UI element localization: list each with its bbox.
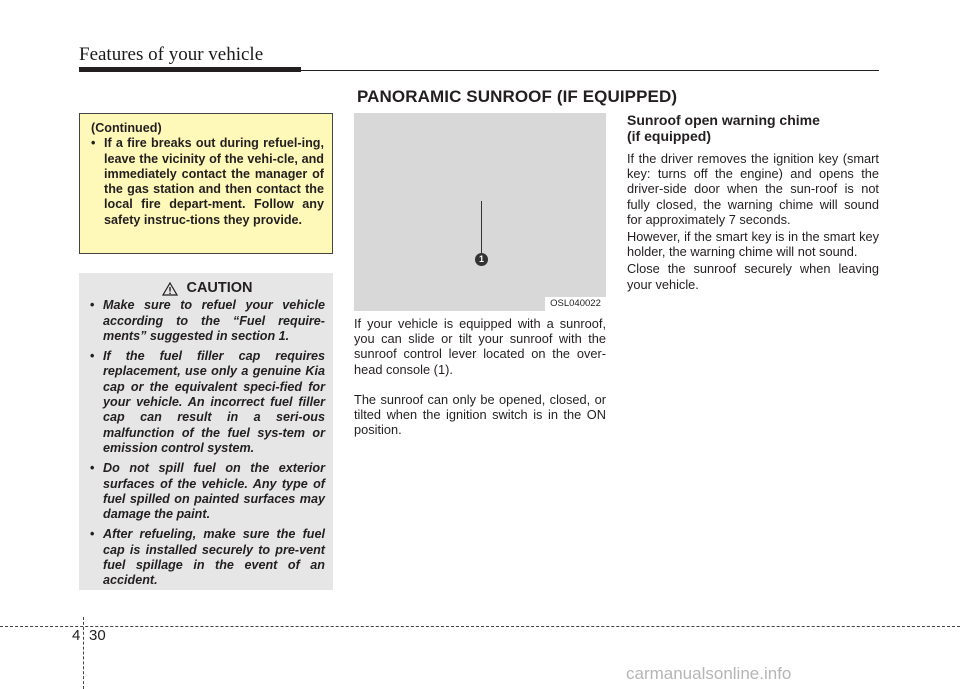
chime-description [627, 151, 879, 294]
caution-item: • If the fuel filler cap requires replacement, use only a genuine Kia cap or the equivalent speci-fied for your vehicle. An incorrect fuel filler cap can result in a seri-ous malfunction of the fuel sys-tem or emission control system. [90, 349, 325, 456]
watermark: carmanualsonline.info [626, 664, 792, 683]
sunroof-description [354, 316, 606, 452]
caution-item: • Make sure to refuel your vehicle according to the “Fuel require-ments” suggested in section 1. [90, 298, 325, 344]
continued-label: (Continued) [91, 121, 162, 135]
warning-item: • If a fire breaks out during refuel-ing, leave the vicinity of the vehi-cle, and immediately contact the manager of the gas station and then contact the local fire depart-ment. Follow any safety instruc-tions they provide. [91, 136, 324, 228]
section-title: PANORAMIC SUNROOF (IF EQUIPPED) [357, 87, 678, 106]
paragraph: The sunroof can only be opened, closed, or tilted when the ignition switch is in the ON position. [354, 391, 606, 438]
caution-item: • Do not spill fuel on the exterior surfaces of the vehicle. Any type of fuel spilled on painted surfaces may damage the paint. [90, 461, 325, 522]
page-number: 30 [89, 627, 106, 644]
caution-box [79, 273, 333, 590]
chime-heading-line: Sunroof open warning chime [627, 112, 820, 128]
footer-divider [83, 617, 84, 689]
caution-item: • After refueling, make sure the fuel cap is installed securely to pre-vent fuel spillage in the event of an accident. [90, 527, 325, 588]
chime-heading-line: (if equipped) [627, 127, 711, 144]
section-number: 4 [72, 627, 81, 644]
caution-header [90, 281, 325, 296]
paragraph: Close the sunroof securely when leaving your vehicle. [627, 261, 879, 292]
figure-code: OSL040022 [545, 297, 606, 311]
callout-badge: 1 [475, 253, 488, 266]
paragraph: However, if the smart key is in the smart key holder, the warning chime will not sound. [627, 229, 879, 260]
header-rule [79, 70, 879, 71]
warning-list [91, 136, 324, 228]
callout-leader-line [481, 201, 482, 253]
caution-list [90, 298, 325, 588]
paragraph: If your vehicle is equipped with a sunroof, you can slide or tilt your sunroof with the sunroof control lever located on the over-head console (1). [354, 316, 606, 377]
page-header-title: Features of your vehicle [79, 44, 264, 65]
warning-continued-box [79, 113, 333, 254]
caution-title: CAUTION [186, 280, 253, 296]
footer-rule [0, 626, 960, 627]
warning-triangle-icon [162, 282, 178, 296]
sunroof-illustration [354, 113, 606, 311]
paragraph: If the driver removes the ignition key (smart key: turns off the engine) and opens the driver-side door when the sun-roof is not fully closed, the warning chime will sound for approximately 7 seconds. [627, 151, 879, 227]
chime-heading [627, 113, 879, 144]
